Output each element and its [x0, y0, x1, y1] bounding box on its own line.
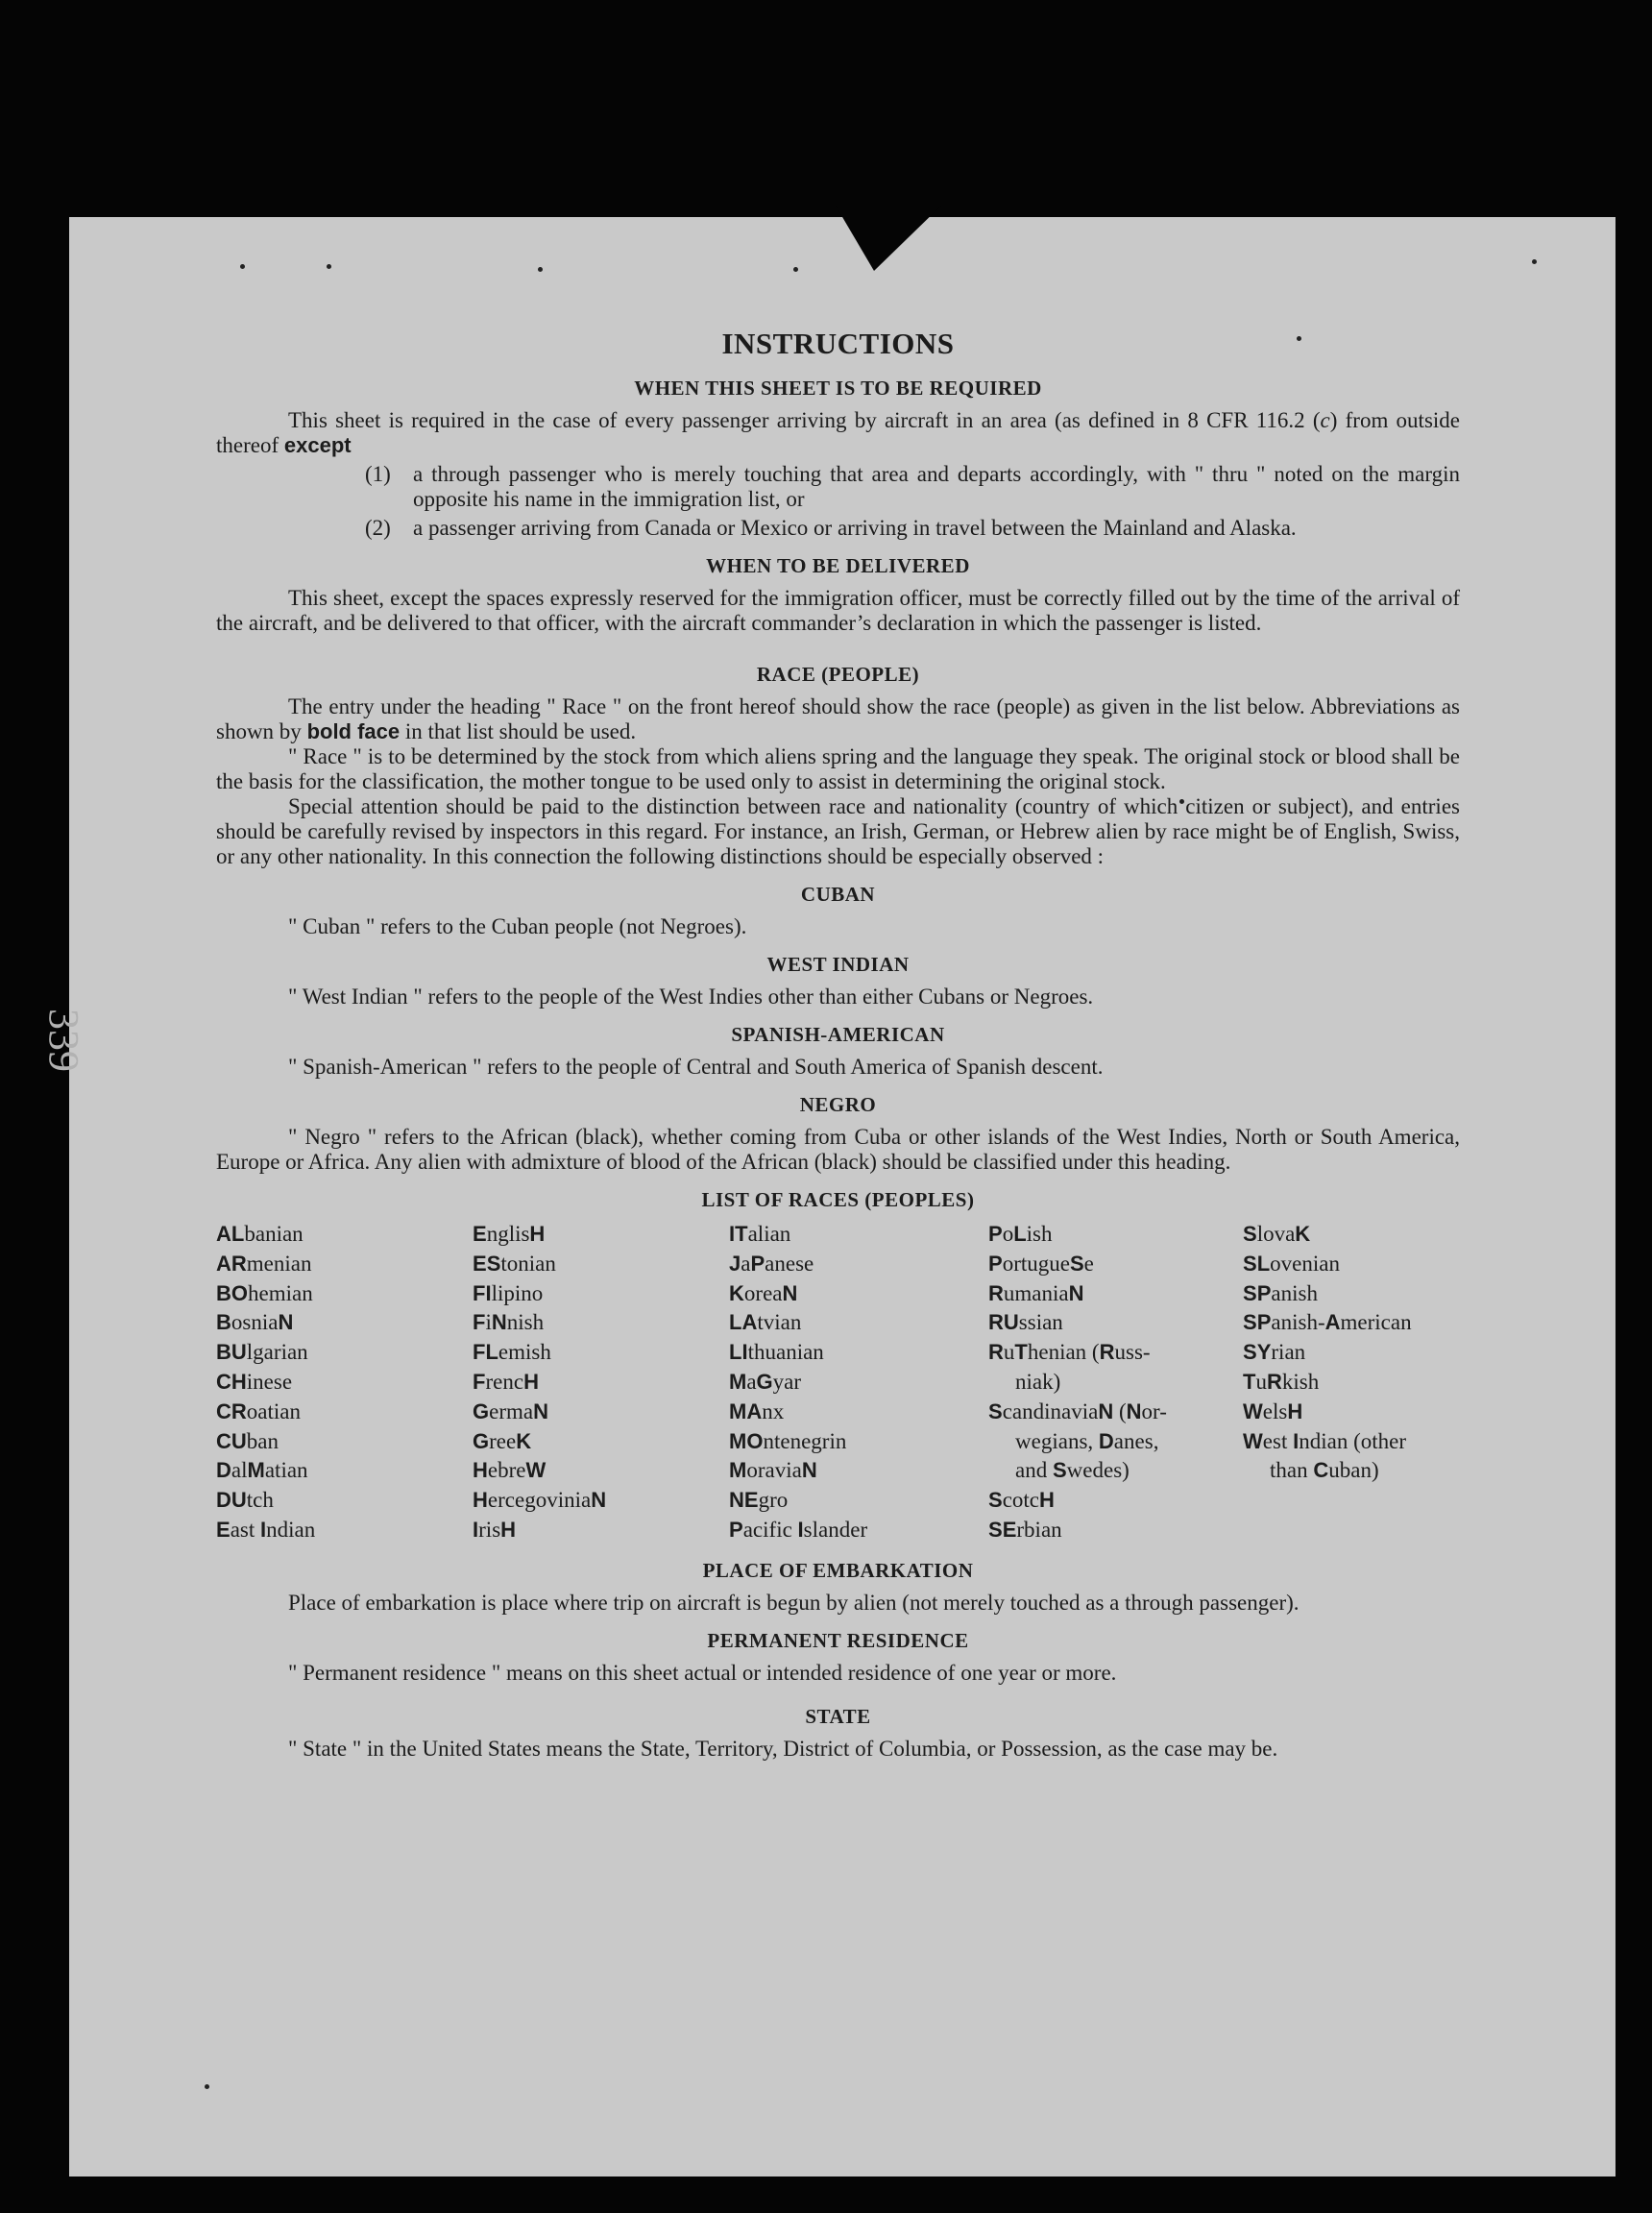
race-entry: JaPanese [729, 1251, 814, 1276]
speck [1532, 259, 1537, 264]
race-entry: ITalian [729, 1222, 791, 1246]
race-entry: SlovaK [1243, 1222, 1311, 1246]
race-column [729, 1220, 988, 1545]
race-entry: CRoatian [216, 1398, 301, 1423]
race-entry: ARmenian [216, 1251, 312, 1276]
race-entry: RuThenian (Russ- [988, 1340, 1151, 1365]
speck [240, 264, 245, 269]
race-entry: West Indian (other [1243, 1428, 1407, 1453]
section-heading-spanish-american: SPANISH-AMERICAN [731, 1023, 945, 1046]
residence-paragraph: " Permanent residence " means on this sheet actual or intended residence of one year or more. [288, 1660, 1117, 1685]
race-entry: FLemish [473, 1340, 551, 1365]
list-item [365, 462, 1460, 512]
race-column [216, 1220, 473, 1545]
when-delivered-paragraph: This sheet, except the spaces expressly reserved for the immigration officer, must be correctly filled out by the time of the arrival of the aircraft, and be delivered to that officer, with the aircraft commander’s declaration in which the passenger is listed. [216, 586, 1460, 635]
race-entry: LIthuanian [729, 1340, 824, 1365]
list-item-number: (1) [365, 462, 391, 486]
page-title: INSTRUCTIONS [721, 327, 955, 360]
when-required-intro: This sheet is required in the case of every passenger arriving by aircraft in an area (as defined in 8 CFR 116.2 ( [288, 408, 1321, 432]
race-entry: East Indian [216, 1517, 316, 1542]
instructions-content [216, 327, 1460, 1762]
race-entry: SYrian [1243, 1340, 1306, 1365]
spanish-american-paragraph: " Spanish-American " refers to the people of Central and South America of Spanish descent. [288, 1055, 1104, 1079]
race-entry: BUlgarian [216, 1340, 308, 1365]
race-entry: CUban [216, 1428, 279, 1453]
race-entry: MoraviaN [729, 1458, 817, 1483]
race-entry: than Cuban) [1270, 1458, 1379, 1483]
list-item-text: a passenger arriving from Canada or Mexico or arriving in travel between the Mainland and Alaska. [413, 516, 1297, 540]
negro-paragraph: " Negro " refers to the African (black), whether coming from Cuba or other islands of the West Indies, North or South America, Europe or Africa. Any alien with admixture of blood of the African (black) should be classified under this heading. [216, 1125, 1460, 1174]
race-entry: HercegoviniaN [473, 1488, 607, 1513]
race-p1-after: in that list should be used. [404, 719, 637, 743]
list-item [365, 516, 1460, 541]
section-heading-residence: PERMANENT RESIDENCE [707, 1628, 969, 1652]
race-entry: EStonian [473, 1251, 556, 1276]
race-entry: SPanish-American [1243, 1310, 1412, 1335]
section-heading-embarkation: PLACE OF EMBARKATION [702, 1558, 974, 1582]
race-entry: LAtvian [729, 1310, 802, 1335]
race-entry: GreeK [473, 1428, 532, 1453]
speck [793, 267, 798, 272]
race-entry: RumaniaN [988, 1280, 1084, 1305]
race-entry: and Swedes) [1015, 1458, 1130, 1483]
race-column [1243, 1220, 1460, 1545]
state-paragraph: " State " in the United States means the State, Territory, District of Columbia, or Possession, as the case may be. [288, 1736, 1278, 1761]
race-entry: PoLish [988, 1222, 1053, 1246]
section-heading-west-indian: WEST INDIAN [766, 953, 910, 976]
torn-notch [836, 206, 941, 271]
races-table [216, 1220, 1460, 1545]
race-p1-bold: bold face [306, 719, 401, 743]
race-entry: RUssian [988, 1310, 1063, 1335]
speck [538, 267, 543, 272]
race-entry: DUtch [216, 1488, 274, 1513]
speck [327, 264, 331, 269]
margin-stamp: 339 [40, 1009, 87, 1072]
race-entry: MaGyar [729, 1369, 802, 1394]
race-entry: HebreW [473, 1458, 547, 1483]
section-heading-state: STATE [805, 1704, 871, 1728]
race-entry: BOhemian [216, 1280, 313, 1305]
race-entry: FIlipino [473, 1280, 544, 1305]
race-p1-before: The entry under the heading " Race " on the front hereof should show the race (people) as given in the list below. Abbreviations as shown by [216, 694, 1460, 743]
race-entry: TuRkish [1243, 1369, 1320, 1394]
race-entry: EnglisH [473, 1222, 546, 1246]
race-entry: WelsH [1243, 1398, 1303, 1423]
race-paragraph-1 [216, 694, 1460, 744]
race-entry: SErbian [988, 1517, 1062, 1542]
when-required-intro-c: c [1320, 408, 1330, 432]
race-entry: ALbanian [216, 1222, 304, 1246]
race-entry: Pacific Islander [729, 1517, 868, 1542]
race-entry: FrencH [473, 1369, 539, 1394]
race-entry: ScandinaviaN (Nor- [988, 1398, 1167, 1423]
race-entry: SPanish [1243, 1280, 1318, 1305]
section-heading-when-required: WHEN THIS SHEET IS TO BE REQUIRED [634, 377, 1042, 400]
section-heading-when-delivered: WHEN TO BE DELIVERED [706, 554, 970, 577]
cuban-paragraph: " Cuban " refers to the Cuban people (not Negroes). [288, 914, 747, 938]
list-item-number: (2) [365, 516, 391, 540]
section-heading-races-list: LIST OF RACES (PEOPLES) [701, 1188, 975, 1211]
race-entry: DalMatian [216, 1458, 308, 1483]
race-entry: CHinese [216, 1369, 293, 1394]
race-entry: PortugueSe [988, 1251, 1094, 1276]
when-required-intro-after: ) from outside thereof [216, 408, 1460, 457]
race-entry: FiNnish [473, 1310, 545, 1335]
race-column [988, 1220, 1243, 1545]
race-entry: ScotcH [988, 1488, 1055, 1513]
race-entry: wegians, Danes, [1015, 1428, 1159, 1453]
race-entry: GermaN [473, 1398, 549, 1423]
race-entry: niak) [1015, 1369, 1061, 1394]
when-required-paragraph [216, 408, 1460, 458]
section-heading-cuban: CUBAN [800, 883, 876, 906]
section-heading-race: RACE (PEOPLE) [756, 663, 920, 686]
west-indian-paragraph: " West Indian " refers to the people of the West Indies other than either Cubans or Negroes. [288, 985, 1094, 1009]
race-entry: KoreaN [729, 1280, 798, 1305]
list-item-text: a through passenger who is merely touching that area and departs accordingly, with " thru " noted on the margin opposite his name in the immigration list, or [413, 462, 1460, 511]
race-paragraph-2: " Race " is to be determined by the stock from which aliens spring and the language they speak. The original stock or blood shall be the basis for the classification, the mother tongue to be used only to assist in determining the original stock. [216, 744, 1460, 793]
speck [205, 2084, 209, 2089]
race-entry: BosniaN [216, 1310, 294, 1335]
race-entry: MOntenegrin [729, 1428, 847, 1453]
race-entry: SLovenian [1243, 1251, 1340, 1276]
race-entry: MAnx [729, 1398, 785, 1423]
race-column [473, 1220, 729, 1545]
embarkation-paragraph: Place of embarkation is place where trip on aircraft is begun by alien (not merely touched as a through passenger). [288, 1590, 1300, 1615]
when-required-except: except [283, 433, 352, 457]
race-entry: NEgro [729, 1488, 789, 1513]
race-paragraph-3: Special attention should be paid to the distinction between race and nationality (country of which citizen or subject), and entries should be carefully revised by inspectors in this regard. For instance, an Irish, German, or Hebrew alien by race might be of English, Swiss, or any other nationality. In this connection the following distinctions should be especially observed : [216, 794, 1460, 868]
race-entry: IrisH [473, 1517, 517, 1542]
section-heading-negro: NEGRO [799, 1093, 877, 1116]
